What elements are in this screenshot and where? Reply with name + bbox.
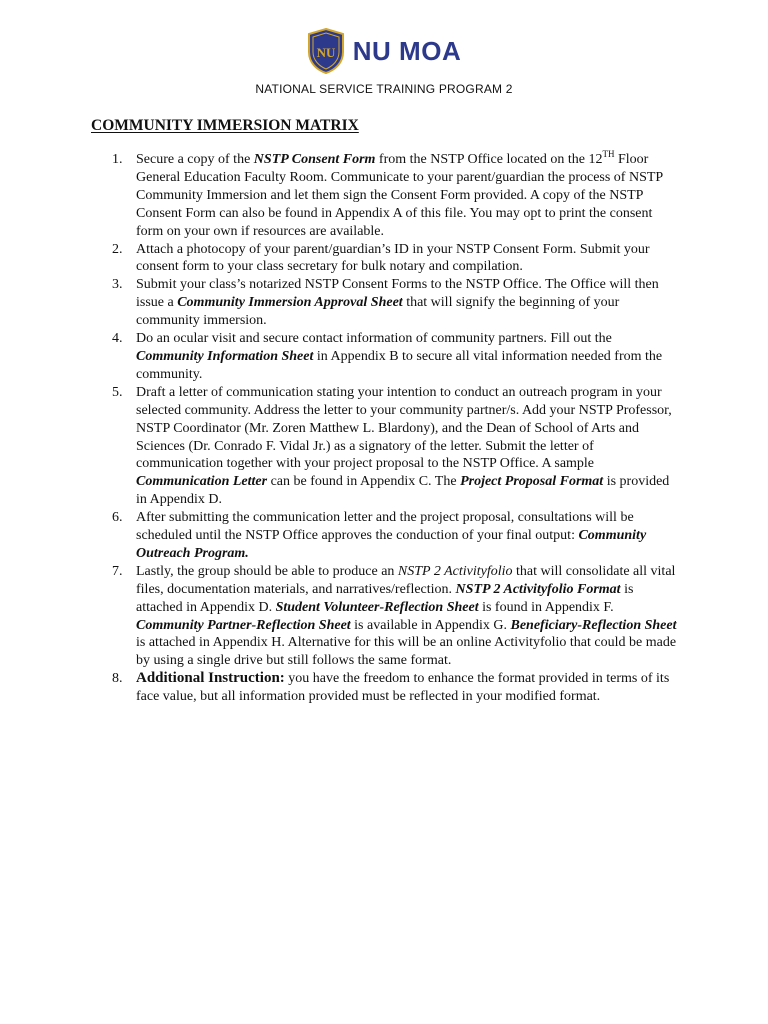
emphasis-run: Community Information Sheet (136, 348, 314, 364)
text-run: in Appendix B to secure all vital information needed from the community. (136, 348, 663, 382)
text-run: Secure a copy of the (136, 152, 254, 167)
emphasis-run: Community Outreach Program. (136, 528, 647, 561)
text-run: you have the freedom to enhance the format provided in terms of its face value, but all information provided must be reflected in your modified format. (136, 671, 670, 705)
emphasis-run: Student Volunteer-Reflection Sheet (275, 599, 479, 615)
item-text (136, 330, 680, 384)
item-number: 1. (112, 152, 123, 167)
lead-run: Additional Instruction: (136, 670, 285, 687)
item-number: 6. (112, 510, 123, 526)
emphasis-run: Community Immersion Approval Sheet (177, 295, 403, 311)
list-item (105, 670, 680, 706)
item-text (136, 563, 680, 670)
brand-name: NU MOA (352, 35, 462, 66)
list-item (105, 330, 680, 384)
item-number: 8. (112, 671, 123, 687)
text-run: Lastly, the group should be able to produce an (136, 563, 398, 579)
logo-lockup (307, 28, 461, 74)
list-item (105, 276, 680, 330)
list-item (105, 241, 680, 277)
text-run: is attached in Appendix D. (136, 581, 634, 615)
item-text (136, 276, 680, 330)
item-text (136, 384, 680, 509)
emphasis-run: Communication Letter (136, 474, 268, 490)
item-number: 2. (112, 241, 123, 257)
item-number: 3. (112, 277, 123, 293)
text-run: is available in Appendix G. (350, 617, 511, 633)
item-number: 7. (112, 563, 123, 579)
emphasis-run: Beneficiary-Reflection Sheet (510, 617, 677, 633)
superscript: TH (602, 149, 615, 159)
item-text (136, 670, 680, 706)
text-run: that will signify the beginning of your community immersion. (136, 295, 620, 329)
emphasis-run: NSTP Consent Form (253, 152, 376, 167)
text-run: can be found in Appendix C. The (267, 474, 461, 490)
seal-letters: NU (316, 45, 336, 60)
list-item (105, 384, 680, 509)
italic-run: NSTP 2 Activityfolio (397, 563, 513, 579)
emphasis-run: Community Partner-Reflection Sheet (136, 617, 351, 633)
text-run: After submitting the communication letter and the project proposal, consultations will be scheduled until the NSTP Office approves the conduction of your final output: (136, 510, 634, 544)
text-run: from the NSTP Office located on the 12 (375, 152, 603, 167)
text-run: is provided in Appendix D. (136, 474, 670, 508)
item-text (136, 509, 680, 563)
university-seal-icon (307, 28, 345, 74)
text-run: is found in Appendix F. (478, 599, 614, 615)
emphasis-run: Project Proposal Format (460, 474, 604, 490)
emphasis-run: NSTP 2 Activityfolio Format (455, 581, 621, 597)
text-run: Draft a letter of communication stating your intention to conduct an outreach program in your selected community. Address the letter to your community partner/s. Add your NSTP Professor, NSTP Coordinator (Mr. Zoren Matthew L. Blardony), and the Dean of School of Arts and Sciences (Dr. Conrado F. Vidal Jr.) as a signatory of the letter. Submit the letter of communication together with your project proposal to the NSTP Office. A sample (136, 384, 672, 472)
instruction-list (105, 151, 680, 706)
text-run: Do an ocular visit and secure contact information of community partners. Fill out the (136, 331, 612, 347)
list-item (105, 151, 680, 241)
text-run: is attached in Appendix H. Alternative for this will be an online Activityfolio that could be made by using a single drive but still follows the same format. (136, 635, 677, 669)
item-number: 4. (112, 331, 123, 347)
text-run: Floor General Education Faculty Room. Communicate to your parent/guardian the process of NSTP Community Immersion and let them sign the Consent Form provided. A copy of the NSTP Consent Form can also be found in Appendix A of this file. You may opt to print the consent form on your own if resources are available. (136, 152, 663, 239)
list-item (105, 509, 680, 563)
item-number: 5. (112, 384, 123, 400)
item-text (136, 151, 680, 241)
item-text: Attach a photocopy of your parent/guardian’s ID in your NSTP Consent Form. Submit your consent form to your class secretary for bulk notary and compilation. (136, 241, 650, 275)
document-heading: COMMUNITY IMMERSION MATRIX (91, 117, 359, 134)
list-item (105, 563, 680, 670)
program-title: NATIONAL SERVICE TRAINING PROGRAM 2 (255, 82, 513, 96)
text-run: Submit your class’s notarized NSTP Consent Forms to the NSTP Office. The Office will then issue a (136, 277, 659, 311)
header-logo (0, 28, 768, 74)
text-run: that will consolidate all vital files, documentation materials, and narratives/reflection. (136, 563, 676, 597)
